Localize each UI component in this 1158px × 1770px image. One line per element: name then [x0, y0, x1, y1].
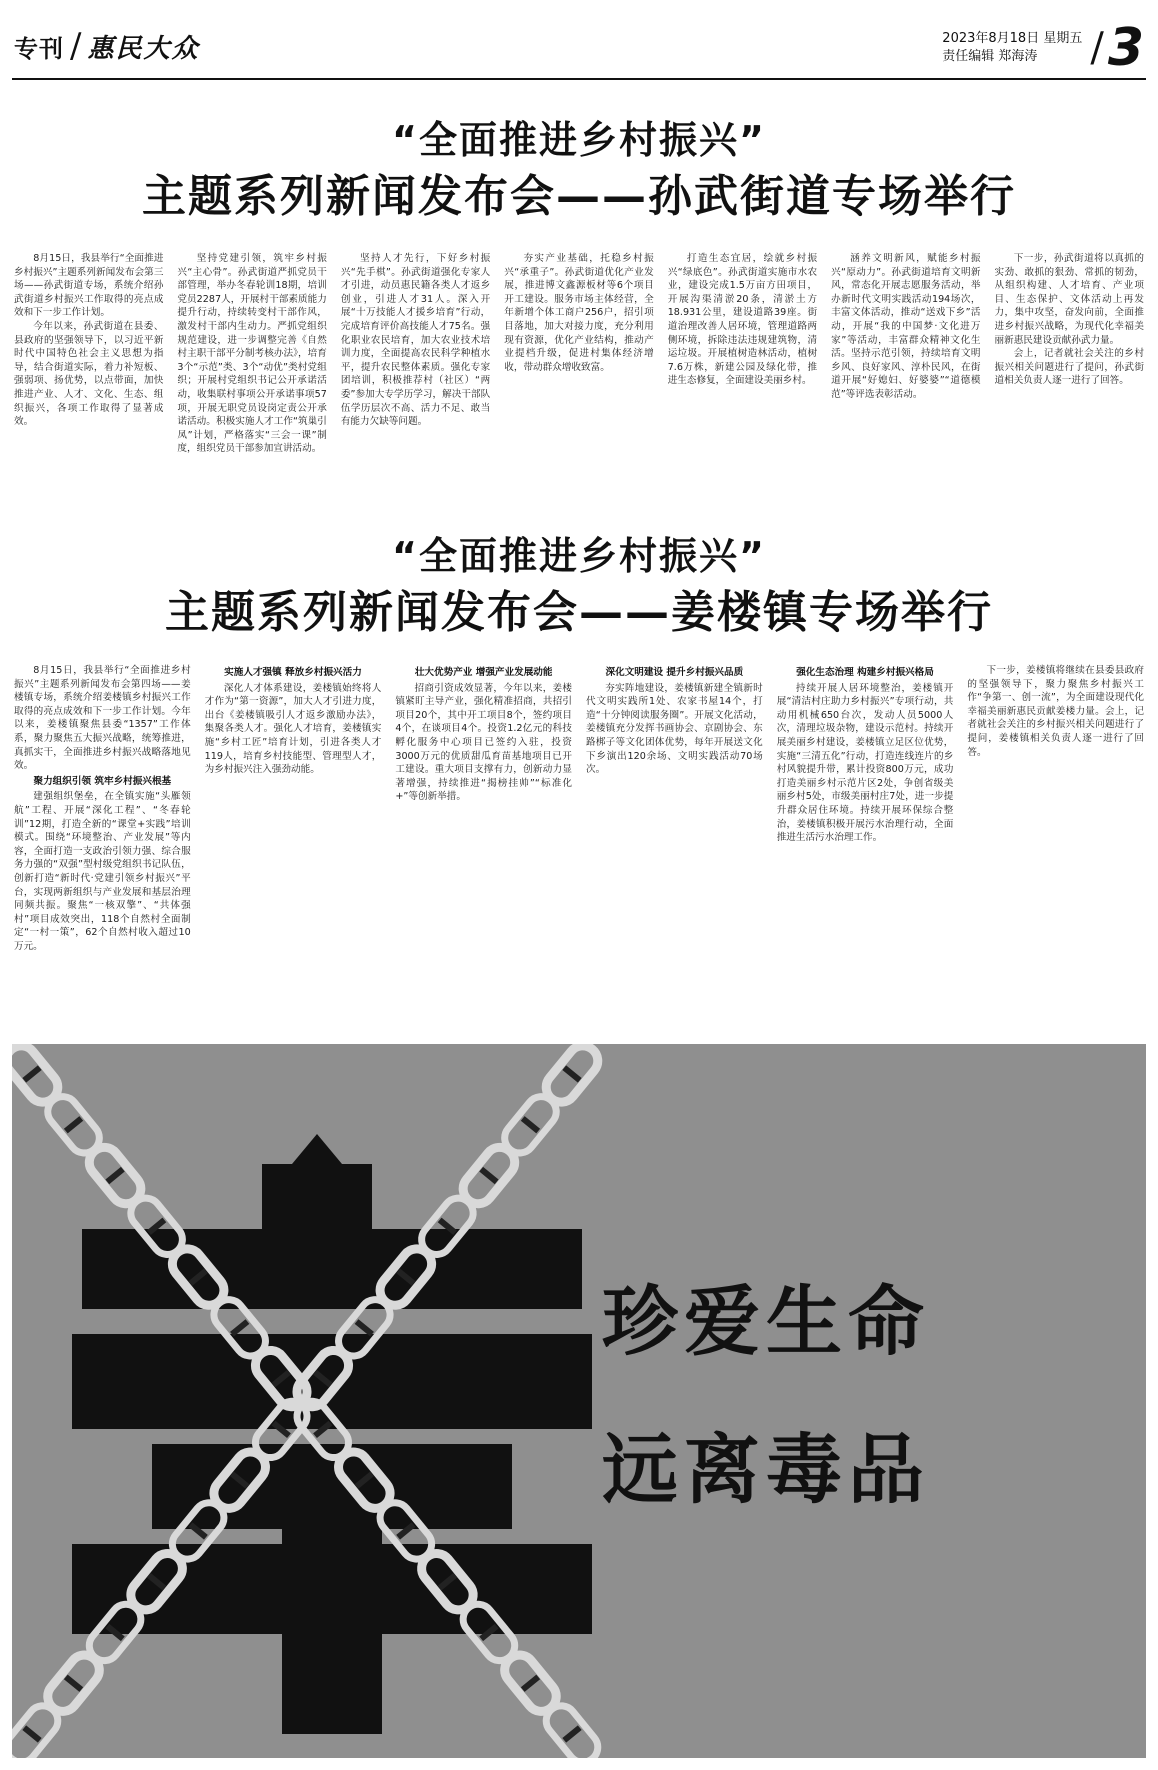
page-number: 3: [1107, 18, 1144, 78]
masthead: [14, 28, 199, 65]
article1-paragraph: 坚持人才先行，下好乡村振兴“先手棋”。孙武街道强化专家人才引进，动员惠民籍各类人才返乡创业，引进人才31人。深入开展“十万技能人才援乡培育”行动，完成培育评价高技能人才75名。强化职业农民培育，加大农业技术培训力度，全面提高农民科学种植水平，提升农民整体素质。强化专家团培训，积极推荐村（社区）“两委”参加大专学历学习，解决干部队伍学历层次不高、活力不足、敢当有能力欠缺等问题。: [340, 253, 491, 428]
page-header: [0, 0, 1158, 96]
article2-paragraph: 持续开展人居环境整治，姜楼镇开展“清洁村庄助力乡村振兴”专项行动，共动用机械650台次，发动人员5000人次，清理垃圾杂物，建设示范村。持续开展美丽乡村建设，姜楼镇立足区位优势，实施“三清五化”行动，打造连线连片的乡村风貌提升带，累计投资800万元，成功打造美丽乡村示范片区2处，争创省级美丽乡村5处，市级美丽村庄7处，进一步提升群众居住环境。持续开展环保综合整治，姜楼镇积极开展污水治理行动，全面推进生活污水治理工作。: [776, 682, 954, 844]
paper-name: 惠民大众: [87, 34, 200, 64]
article1-paragraph: 会上，记者就社会关注的乡村振兴相关问题进行了提问，孙武街道相关负责人逐一进行了回答。: [994, 348, 1144, 387]
article2-paragraph: 建强组织堡垒，在全镇实施“头雁领航”工程、开展“深化工程”、“冬春轮训”12期，打造全新的“课堂+实践”培训模式。围绕“环境整治、产业发展”等内容，全面打造一支政治引领力强、综合服务力强的“双强”型村级党组织书记队伍，创新打造“新时代·党建引领乡村振兴”平台，实现两新组织与产业发展和基层治理同频共振。聚焦“一核双擎”、“共体强村”项目成效突出，118个自然村全面制定“一村一策”，62个自然村收入超过10万元。: [14, 791, 191, 952]
article2-paragraph: 深化人才体系建设，姜楼镇始终将人才作为“第一资源”，加大人才引进力度，出台《姜楼镇吸引人才返乡激励办法》，集聚各类人才。强化人才培育，姜楼镇实施“乡村工匠”培育计划，引进各类人才119人，培育乡村技能型、管理型人才，为乡村振兴注入强劲动能。: [204, 682, 382, 776]
poster-slogan-line1: 珍爱生命: [602, 1277, 930, 1366]
meta-text: [942, 30, 1082, 66]
article2-paragraph: 招商引资成效显著，今年以来，姜楼镇紧盯主导产业，强化精准招商，共招引项目20个，其中开工项目8个，签约项目4个，在谈项目4个。投资1.2亿元的科技孵化服务中心项目已签约入驻，投资3000万元的优质甜瓜育苗基地项目已开工建设。重大项目支撑有力，创新动力显著增强，持续推进“揭榜挂帅”“标准化+”等创新举措。: [395, 682, 573, 803]
article2-column: [395, 664, 572, 1030]
article2-column: [205, 664, 382, 1030]
article1-column: [14, 252, 163, 494]
article2-headline-line1: “全面推进乡村振兴”: [392, 534, 766, 578]
article2-headline-line2: 主题系列新闻发布会——姜楼镇专场举行: [165, 587, 993, 638]
article1-paragraph: 8月15日，我县举行“全面推进乡村振兴”主题系列新闻发布会第三场——孙武街道专场，系统介绍孙武街道乡村振兴工作取得的亮点成效和下一步工作计划。: [14, 253, 164, 319]
poster-artwork: [12, 1044, 1146, 1758]
article1-column: [831, 252, 980, 494]
poster-slogan-line2: 远离毒品: [602, 1425, 930, 1514]
article1-paragraph: 涵养文明新风，赋能乡村振兴“原动力”。孙武街道培育文明新风，常态化开展志愿服务活动，举办新时代文明实践活动194场次，丰富文体活动，推动“送戏下乡”活动，开展“我的中国梦·文化进万家”等活动，丰富群众精神文化生活。坚持示范引领，持续培育文明乡风、良好家风、淳朴民风，在街道开展“好媳妇、好婆婆”“道德模范”等评选表彰活动。: [831, 253, 981, 400]
article2-column: [777, 664, 954, 1030]
anti-drug-poster: [12, 1044, 1146, 1758]
article1-paragraph: 打造生态宜居，绘就乡村振兴“绿底色”。孙武街道实施市水农业，建设完成1.5万亩方田项目，开展沟渠清淤20条，清淤土方18.931公里，建设道路39座。街道治理改善人居环境，管理道路两侧环境，拆除违法违规建筑物，清运垃圾。开展植树造林活动，植树7.6万株，新建公园及绿化带，推进生态修复，全面建设美丽乡村。: [667, 253, 818, 387]
page-meta: [942, 18, 1144, 78]
article2-headline: [0, 528, 1158, 642]
date-line: 2023年8月18日 星期五: [942, 31, 1083, 46]
article2-subheading: 深化文明建设 提升乡村振兴品质: [605, 667, 744, 678]
article2-column: [586, 664, 763, 1030]
article1-paragraph: 今年以来，孙武街道在县委、县政府的坚强领导下，以习近平新时代中国特色社会主义思想为指导，结合街道实际，着力补短板、强弱项、扬优势，以点带面，加快推进产业、人才、文化、生态、组织振兴，各项工作取得了显著成效。: [14, 320, 164, 428]
article1-column: [504, 252, 653, 494]
article2-body: [14, 664, 1144, 1030]
meta-divider: /: [1090, 25, 1104, 71]
article2-subheading: 聚力组织引领 筑牢乡村振兴根基: [33, 775, 172, 787]
article1-column: [341, 252, 490, 494]
article2-paragraph: 下一步，姜楼镇将继续在县委县政府的坚强领导下，聚力聚焦乡村振兴工作“争第一、创一流”，为全面建设现代化幸福美丽新惠民贡献姜楼力量。会上，记者就社会关注的乡村振兴相关问题进行了提问，姜楼镇相关负责人逐一进行了回答。: [967, 665, 1145, 758]
chain-link: [12, 1700, 64, 1758]
article2-column: [967, 664, 1144, 1030]
article2-subheading: 强化生态治理 构建乡村振兴格局: [796, 667, 934, 678]
article2-paragraph: 8月15日，我县举行“全面推进乡村振兴”主题系列新闻发布会第四场——姜楼镇专场，系统介绍姜楼镇乡村振兴工作取得的亮点成效和下一步工作计划。今年以来，姜楼镇聚焦县委“1357”工作体系，聚力聚焦五大振兴战略，统筹推进，真抓实干，全面推进乡村振兴战略落地见效。: [14, 665, 191, 772]
article1-column: [668, 252, 817, 494]
article2-paragraph: 夯实阵地建设，姜楼镇新建全镇新时代文明实践所1处、农家书屋14个，打造“十分钟阅读服务圈”。开展文化活动，姜楼镇充分发挥书画协会、京剧协会、东路梆子等文化团体优势，每年开展送文化下乡演出120余场、文明实践活动70场次。: [586, 682, 763, 776]
article1-paragraph: 坚持党建引领，筑牢乡村振兴“主心骨”。孙武街道严抓党员干部管理，举办冬春轮训18期，培训党员2287人，开展村干部素质能力提升行动，持续转变村干部作风，激发村干部内生动力。严抓党组织规范建设，进一步调整完善《自然村主职干部平分制考核办法》，培育3个“示范”类、3个“动优”类村党组织；开展村党组织书记公开承诺活动，收集联村事项公开承诺事项57项，开展无职党员设岗定责公开承诺活动。积极实施人才工作“筑巢引凤”计划，严格落实“三会一课”制度，组织党员干部参加宣讲活动。: [177, 253, 327, 455]
section-label: 专刊: [14, 34, 64, 63]
chain-link: [540, 1700, 604, 1758]
header-rule: [12, 78, 1146, 80]
article1-column: [995, 252, 1144, 494]
article1-column: [177, 252, 326, 494]
article1-paragraph: 下一步，孙武街道将以真抓的实劲、敢抓的狠劲、常抓的韧劲，从组织构建、人才培育、产业项目、生态保护、文体活动上再发力，集中攻坚，奋发向前，全面推进乡村振兴战略，为现代化幸福美丽新惠民建设贡献孙武力量。: [994, 253, 1144, 346]
article2-column: [14, 664, 191, 1030]
editor-line: 责任编辑 郑海涛: [942, 49, 1038, 64]
article2-subheading: 壮大优势产业 增强产业发展动能: [414, 667, 553, 678]
masthead-divider: /: [70, 26, 82, 66]
article1-headline: [0, 112, 1158, 226]
article1-headline-line1: “全面推进乡村振兴”: [392, 118, 766, 162]
article1-paragraph: 夯实产业基础，托稳乡村振兴“承重子”。孙武街道优化产业发展，推进博文鑫源板材等6个项目开工建设。服务市场主体经营，全年新增个体工商户256户，招引项目落地，加大对接力度，充分利用现有资源，优化产业结构，推动产业提档升级，促进村集体经济增收，带动群众增收致富。: [504, 253, 654, 373]
article1-headline-line2: 主题系列新闻发布会——孙武街道专场举行: [142, 171, 1016, 222]
article1-body: [14, 252, 1144, 494]
article2-subheading: 实施人才强镇 释放乡村振兴活力: [224, 667, 362, 678]
